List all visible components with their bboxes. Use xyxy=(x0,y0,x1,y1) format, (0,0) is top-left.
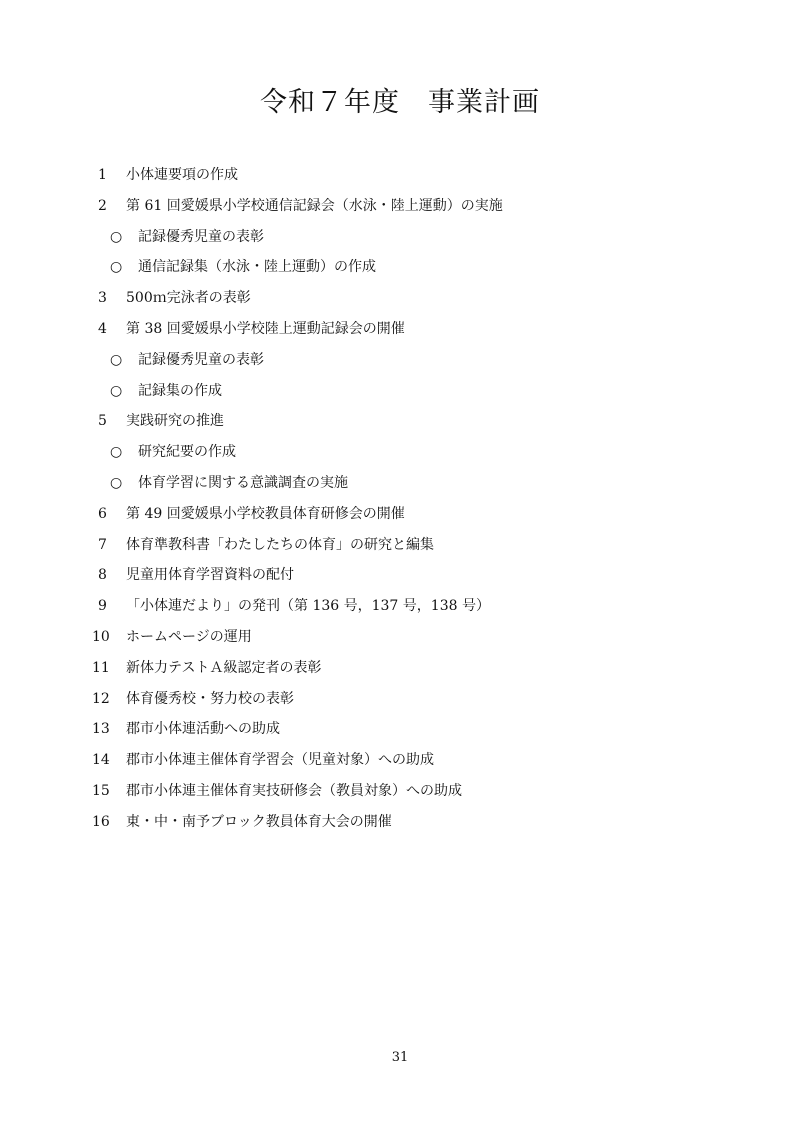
plan-sub-item xyxy=(92,345,732,376)
plan-item-text: 記録集の作成 xyxy=(138,382,222,399)
circle-bullet-icon: ○ xyxy=(110,444,123,461)
plan-item xyxy=(92,745,732,776)
plan-item-number: 6 xyxy=(98,505,107,522)
plan-item xyxy=(92,684,732,715)
plan-item-text: 記録優秀児童の表彰 xyxy=(138,228,264,245)
plan-item-text: 第 61 回愛媛県小学校通信記録会（水泳・陸上運動）の実施 xyxy=(126,197,503,214)
plan-item-number: 8 xyxy=(98,567,107,584)
plan-item-number: 12 xyxy=(92,690,110,707)
circle-bullet-icon: ○ xyxy=(110,259,123,276)
plan-item xyxy=(92,160,732,191)
plan-item-text: 郡市小体連活動への助成 xyxy=(126,721,280,738)
plan-item-number: 14 xyxy=(92,752,110,769)
plan-item-text: 研究紀要の作成 xyxy=(138,444,236,461)
plan-item-text: ホームページの運用 xyxy=(126,628,252,645)
circle-bullet-icon: ○ xyxy=(110,351,123,368)
plan-item xyxy=(92,714,732,745)
plan-item-list xyxy=(92,160,732,838)
plan-item-text: 実践研究の推進 xyxy=(126,413,224,430)
plan-item-number: 16 xyxy=(92,813,110,830)
plan-item-text: 小体連要項の作成 xyxy=(126,167,238,183)
plan-item xyxy=(92,406,732,437)
plan-item-text: 第 38 回愛媛県小学校陸上運動記録会の開催 xyxy=(126,320,405,337)
plan-item xyxy=(92,622,732,653)
plan-item-text: 第 49 回愛媛県小学校教員体育研修会の開催 xyxy=(126,505,405,522)
plan-item-text: 記録優秀児童の表彰 xyxy=(138,351,264,368)
plan-item xyxy=(92,591,732,622)
plan-item-text: 東・中・南予ブロック教員体育大会の開催 xyxy=(126,813,392,830)
plan-sub-item xyxy=(92,437,732,468)
plan-item-text: 郡市小体連主催体育実技研修会（教員対象）への助成 xyxy=(126,782,462,799)
plan-item xyxy=(92,314,732,345)
plan-item-text: 新体力テストＡ級認定者の表彰 xyxy=(126,659,322,676)
plan-item-number: 2 xyxy=(98,197,107,214)
plan-item-text: 児童用体育学習資料の配付 xyxy=(126,567,294,584)
circle-bullet-icon: ○ xyxy=(110,382,123,399)
plan-item-number: 9 xyxy=(98,598,107,615)
plan-sub-item xyxy=(92,376,732,407)
circle-bullet-icon: ○ xyxy=(110,474,123,491)
plan-item xyxy=(92,560,732,591)
plan-sub-item xyxy=(92,468,732,499)
plan-item xyxy=(92,499,732,530)
plan-item-text: 体育優秀校・努力校の表彰 xyxy=(126,690,294,707)
plan-item-number: 10 xyxy=(92,628,110,645)
plan-sub-item xyxy=(92,222,732,253)
plan-item xyxy=(92,807,732,838)
plan-item-number: 13 xyxy=(92,721,110,738)
plan-item-text: 通信記録集（水泳・陸上運動）の作成 xyxy=(138,259,376,276)
plan-item-text: 体育学習に関する意識調査の実施 xyxy=(138,474,348,491)
plan-sub-item xyxy=(92,252,732,283)
plan-item-text: 郡市小体連主催体育学習会（児童対象）への助成 xyxy=(126,752,434,769)
plan-item-number: 7 xyxy=(98,536,107,553)
plan-item-number: 5 xyxy=(98,413,107,430)
plan-item xyxy=(92,191,732,222)
plan-item-number: 11 xyxy=(92,659,110,676)
page-title: 令和７年度 事業計画 xyxy=(260,87,540,118)
plan-item-number: 1 xyxy=(98,167,107,183)
plan-item-text: 500ｍ完泳者の表彰 xyxy=(126,290,251,307)
page-number: 31 xyxy=(391,1050,409,1065)
plan-item xyxy=(92,283,732,314)
plan-item-text: 体育準教科書「わたしたちの体育」の研究と編集 xyxy=(126,536,434,553)
plan-item-number: 3 xyxy=(98,290,107,307)
plan-item xyxy=(92,776,732,807)
plan-item xyxy=(92,653,732,684)
plan-item-text: 「小体連だより」の発刊（第 136 号，137 号，138 号） xyxy=(126,598,490,615)
circle-bullet-icon: ○ xyxy=(110,228,123,245)
plan-item-number: 4 xyxy=(98,320,107,337)
plan-item xyxy=(92,530,732,561)
plan-item-number: 15 xyxy=(92,782,110,799)
